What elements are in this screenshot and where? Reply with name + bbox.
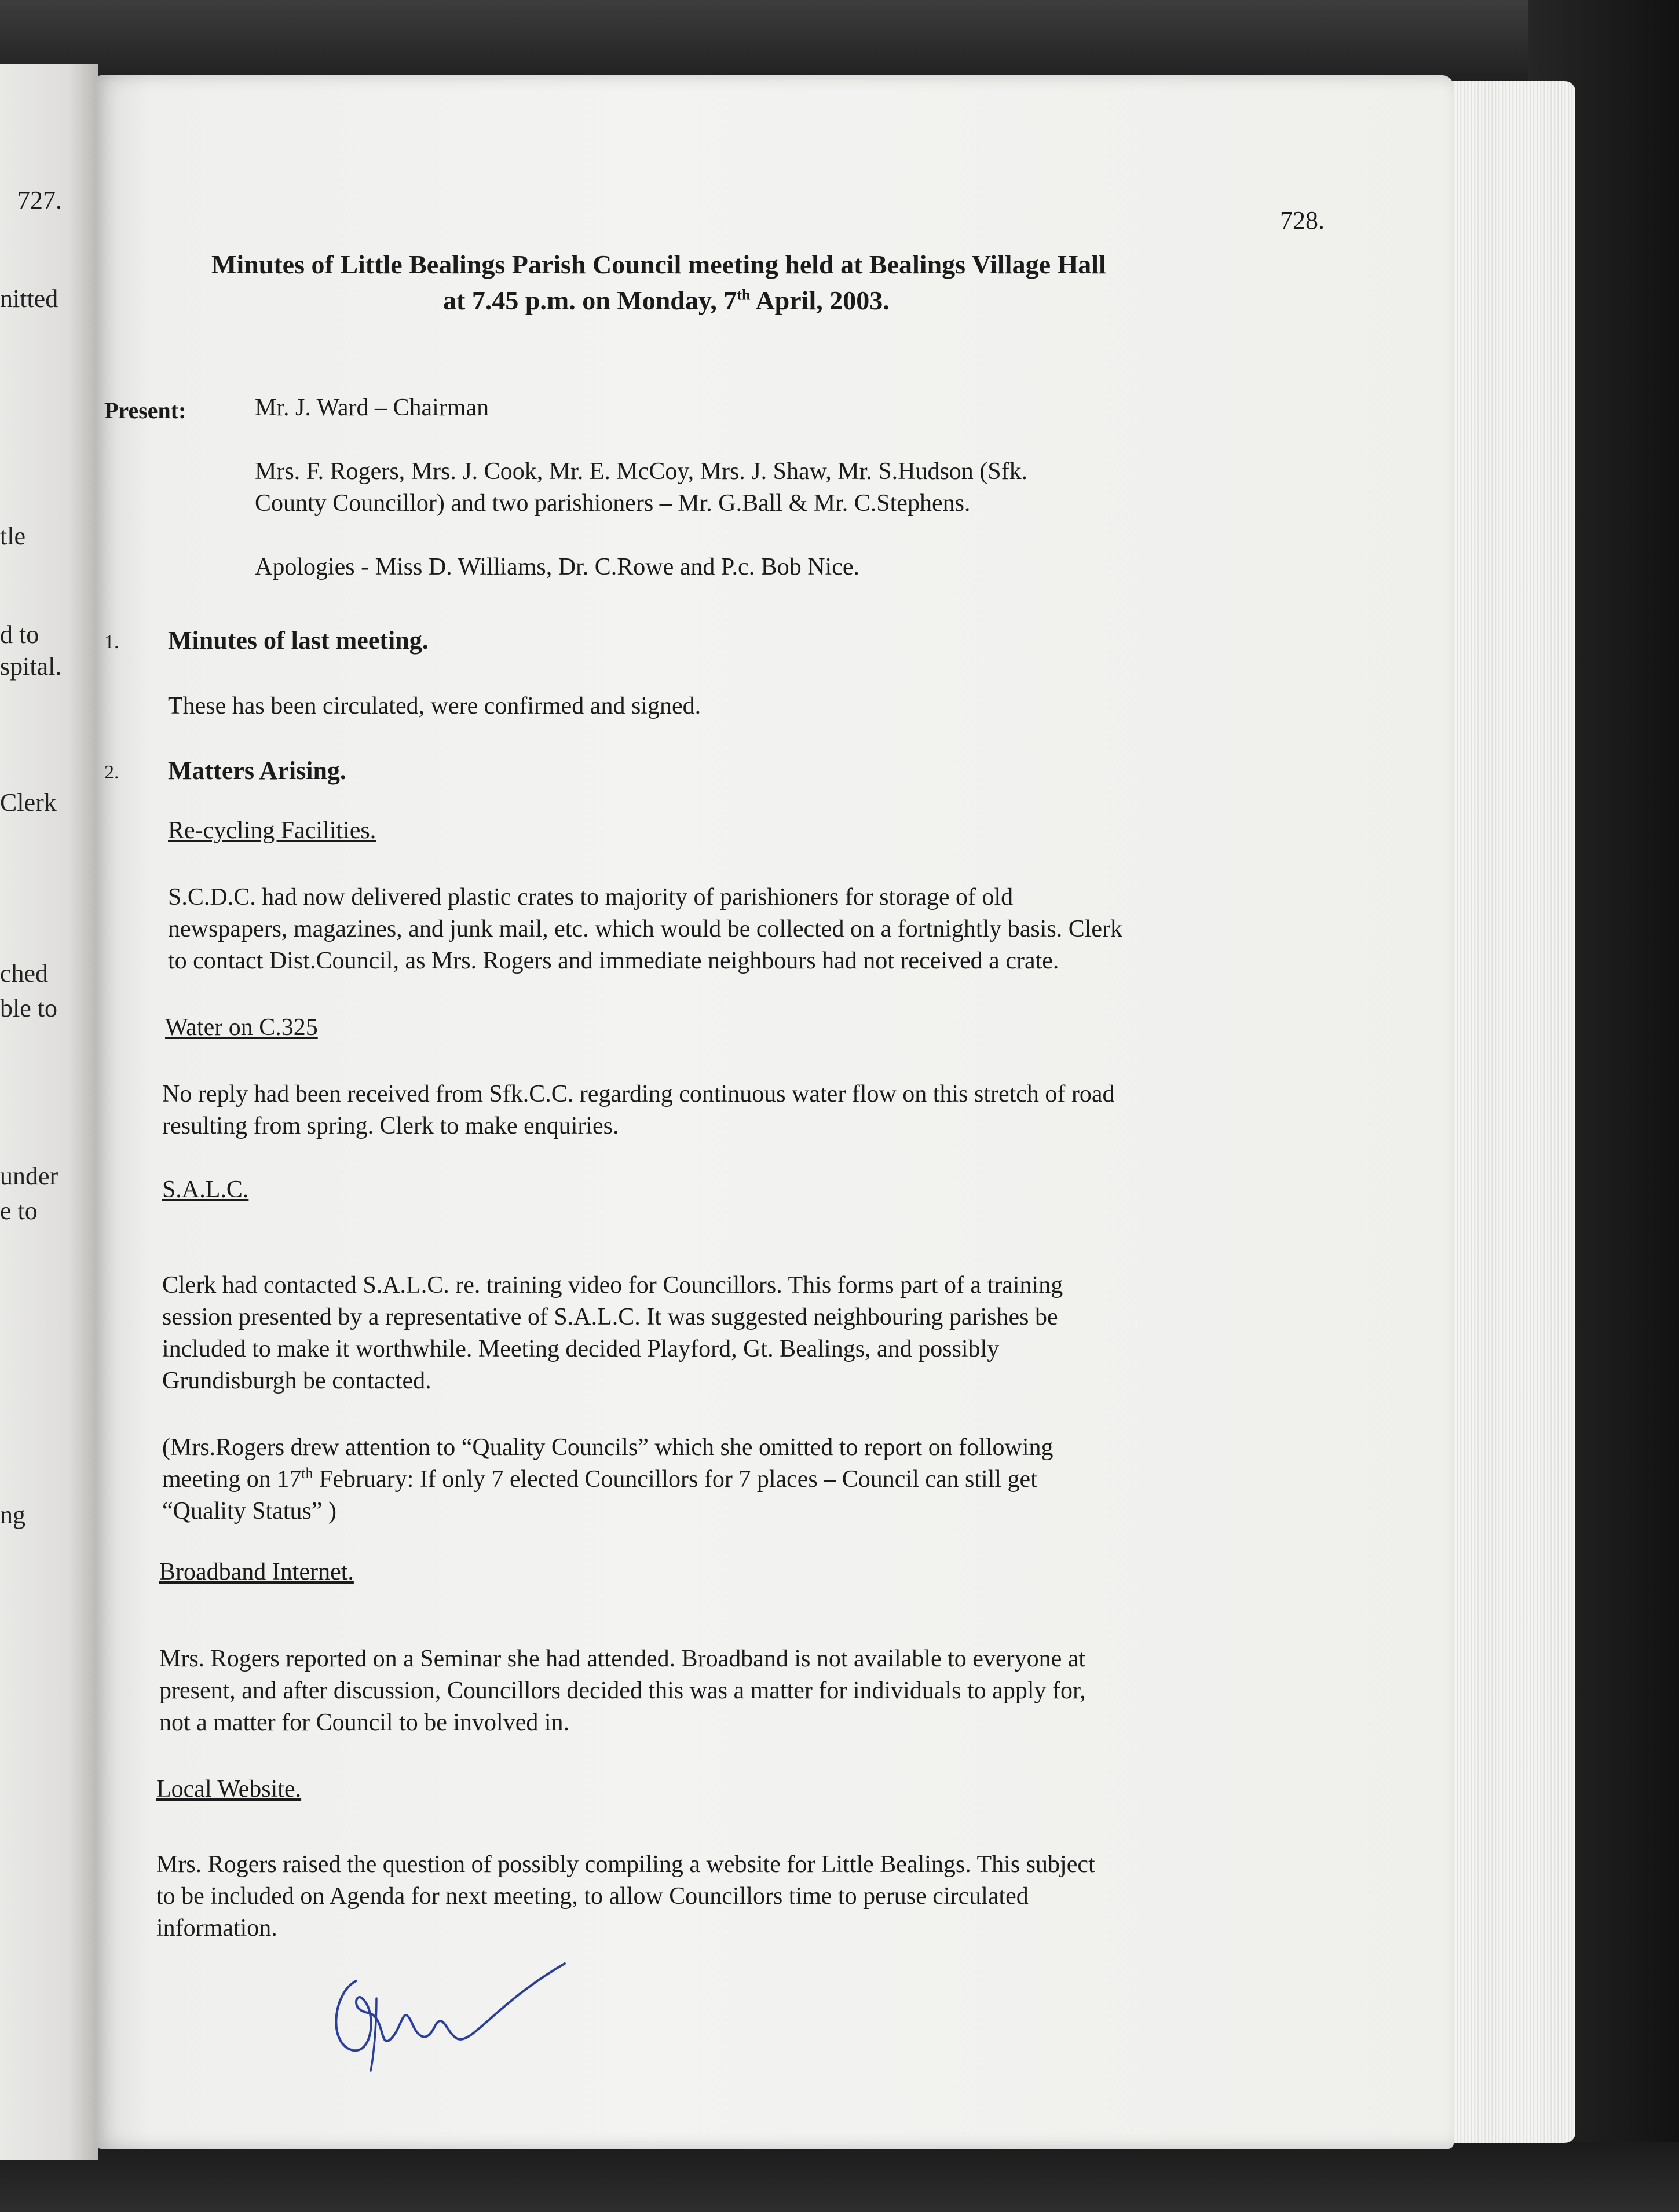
- subtitle-text: at 7.45 p.m. on Monday, 7: [443, 286, 737, 315]
- previous-page-fragment: e to: [0, 1197, 38, 1225]
- subsection-line: newspapers, magazines, and junk mail, etc. which would be collected on a fortnightly basis. Clerk: [168, 916, 1123, 942]
- item-heading: Matters Arising.: [168, 756, 346, 785]
- previous-page-fragment: ble to: [0, 994, 57, 1022]
- subtitle-text-end: April, 2003.: [750, 286, 890, 315]
- salc-note-line: [162, 1465, 1037, 1493]
- present-label: Present:: [104, 397, 186, 423]
- subsection-line: to be included on Agenda for next meeting, to allow Councillors time to peruse circulated: [156, 1883, 1029, 1910]
- chairman-signature: [321, 1958, 588, 2074]
- subsection-line: included to make it worthwhile. Meeting decided Playford, Gt. Bealings, and possibly: [162, 1336, 1000, 1362]
- apologies-line: Apologies - Miss D. Williams, Dr. C.Rowe and P.c. Bob Nice.: [255, 554, 859, 580]
- previous-page-fragment: nitted: [0, 284, 58, 313]
- item-number: 2.: [104, 762, 119, 783]
- previous-page-fragment: tle: [0, 522, 25, 550]
- previous-page-fragment: spital.: [0, 652, 62, 681]
- subsection-title: Broadband Internet.: [159, 1559, 354, 1585]
- minutes-page: [96, 75, 1454, 2149]
- subsection-line: Mrs. Rogers raised the question of possibly compiling a website for Little Bealings. This subject: [156, 1851, 1095, 1878]
- subsection-title: S.A.L.C.: [162, 1176, 249, 1203]
- item-text: These has been circulated, were confirmed and signed.: [168, 693, 701, 719]
- salc-note-line: (Mrs.Rogers drew attention to “Quality Councils” which she omitted to report on following: [162, 1434, 1054, 1461]
- subsection-line: to contact Dist.Council, as Mrs. Rogers and immediate neighbours had not received a crate.: [168, 948, 1059, 974]
- subsection-title: Water on C.325: [165, 1014, 318, 1041]
- minutes-subtitle: [443, 285, 890, 316]
- subsection-title: Local Website.: [156, 1776, 302, 1802]
- previous-page-fragment: under: [0, 1162, 58, 1190]
- previous-page-fragment: d to: [0, 620, 39, 649]
- subsection-line: S.C.D.C. had now delivered plastic crates to majority of parishioners for storage of old: [168, 884, 1014, 911]
- subsection-line: Mrs. Rogers reported on a Seminar she had attended. Broadband is not available to everyone at: [159, 1646, 1086, 1672]
- subsection-line: Grundisburgh be contacted.: [162, 1368, 431, 1394]
- subsection-line: No reply had been received from Sfk.C.C. regarding continuous water flow on this stretch of road: [162, 1081, 1115, 1107]
- subsection-line: session presented by a representative of S.A.L.C. It was suggested neighbouring parishes be: [162, 1304, 1058, 1330]
- minutes-title: Minutes of Little Bealings Parish Council meeting held at Bealings Village Hall: [211, 250, 1106, 279]
- page-number: 728.: [1280, 206, 1325, 235]
- binder-bottom-edge: [0, 2142, 1679, 2212]
- note-text-end: February: If only 7 elected Councillors for 7 places – Council can still get: [313, 1466, 1037, 1493]
- subsection-line: information.: [156, 1915, 277, 1942]
- previous-page-fragment: Clerk: [0, 788, 57, 817]
- salc-note-line: “Quality Status” ): [162, 1498, 336, 1524]
- item-number: 1.: [104, 631, 119, 653]
- subsection-line: resulting from spring. Clerk to make enquiries.: [162, 1113, 619, 1139]
- item-heading: Minutes of last meeting.: [168, 626, 429, 655]
- subsection-line: Clerk had contacted S.A.L.C. re. training video for Councillors. This forms part of a training: [162, 1272, 1063, 1299]
- present-members-line: Mrs. F. Rogers, Mrs. J. Cook, Mr. E. McCoy, Mrs. J. Shaw, Mr. S.Hudson (Sfk.: [255, 458, 1028, 485]
- note-text: meeting on 17: [162, 1466, 302, 1493]
- subtitle-superscript: th: [737, 286, 751, 304]
- previous-page-number: 727.: [17, 186, 62, 214]
- present-members-line: County Councillor) and two parishioners – Mr. G.Ball & Mr. C.Stephens.: [255, 490, 971, 517]
- note-superscript: th: [301, 1465, 313, 1482]
- previous-page-fragment: ched: [0, 959, 49, 988]
- subsection-title: Re-cycling Facilities.: [168, 817, 376, 844]
- subsection-line: present, and after discussion, Councillors decided this was a matter for individuals to apply for,: [159, 1677, 1086, 1704]
- subsection-line: not a matter for Council to be involved in.: [159, 1709, 570, 1736]
- previous-page-fragment: ng: [0, 1501, 25, 1529]
- previous-page: [0, 64, 98, 2160]
- present-chair: Mr. J. Ward – Chairman: [255, 394, 489, 421]
